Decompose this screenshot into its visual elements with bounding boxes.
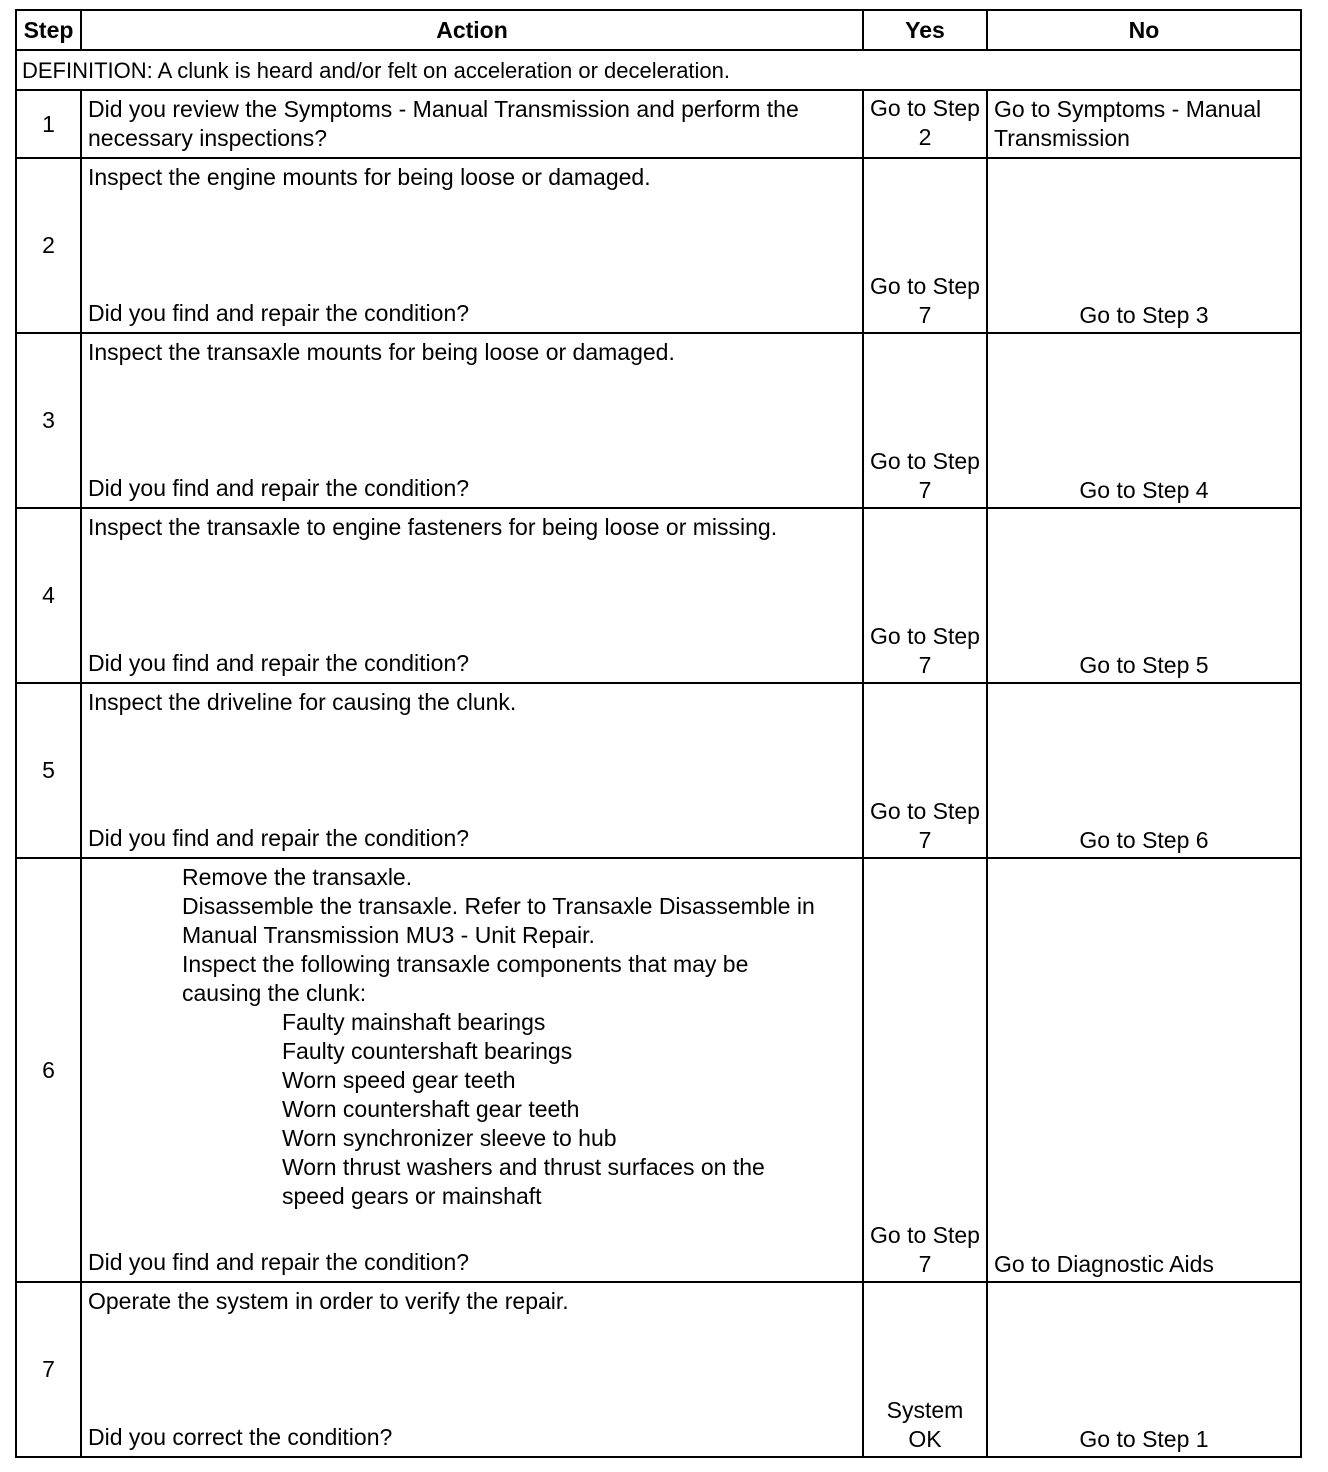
header-row bbox=[16, 10, 1301, 50]
table-row bbox=[16, 508, 1301, 683]
question-text: Did you find and repair the condition? bbox=[88, 825, 470, 851]
instruction-disassemble: Disassemble the transaxle. Refer to Transaxle Disassemble in Manual Transmission MU3 - Unit Repair. bbox=[182, 893, 815, 948]
step-number: 2 bbox=[16, 158, 81, 333]
yes-result: Go to Step 2 bbox=[863, 90, 987, 158]
table-row bbox=[16, 333, 1301, 508]
no-result: Go to Step 4 bbox=[987, 333, 1301, 508]
table-row bbox=[16, 158, 1301, 333]
no-result: Go to Step 1 bbox=[987, 1282, 1301, 1457]
action-text: Operate the system in order to verify the repair. bbox=[88, 1288, 569, 1314]
header-step: Step bbox=[16, 10, 81, 50]
action-cell bbox=[81, 1282, 863, 1457]
header-yes: Yes bbox=[863, 10, 987, 50]
component-item: Worn synchronizer sleeve to hub bbox=[282, 1125, 617, 1151]
step-number: 4 bbox=[16, 508, 81, 683]
no-result: Go to Step 5 bbox=[987, 508, 1301, 683]
action-text: Inspect the transaxle to engine fasteners for being loose or missing. bbox=[88, 514, 778, 540]
step-number: 6 bbox=[16, 858, 81, 1282]
header-no: No bbox=[987, 10, 1301, 50]
no-result: Go to Symptoms - Manual Transmission bbox=[987, 90, 1301, 158]
action-cell bbox=[81, 158, 863, 333]
yes-result: Go to Step 7 bbox=[863, 158, 987, 333]
step-number: 5 bbox=[16, 683, 81, 858]
table-row bbox=[16, 683, 1301, 858]
action-text: Inspect the transaxle mounts for being loose or damaged. bbox=[88, 339, 675, 365]
action-cell bbox=[81, 683, 863, 858]
action-cell bbox=[81, 508, 863, 683]
definition-text: DEFINITION: A clunk is heard and/or felt on acceleration or deceleration. bbox=[16, 50, 1301, 90]
step-number: 7 bbox=[16, 1282, 81, 1457]
table-row bbox=[16, 90, 1301, 158]
question-text: Did you correct the condition? bbox=[88, 1424, 393, 1450]
table-row bbox=[16, 1282, 1301, 1457]
component-item: Worn countershaft gear teeth bbox=[282, 1096, 580, 1122]
action-text: Inspect the engine mounts for being loose or damaged. bbox=[88, 164, 651, 190]
definition-row bbox=[16, 50, 1301, 90]
action-cell bbox=[81, 333, 863, 508]
question-text: Did you find and repair the condition? bbox=[88, 650, 470, 676]
table-row bbox=[16, 858, 1301, 1282]
action-text: Did you review the Symptoms - Manual Transmission and perform the necessary inspections? bbox=[81, 90, 863, 158]
yes-result: Go to Step 7 bbox=[863, 333, 987, 508]
component-item: Faulty countershaft bearings bbox=[282, 1038, 573, 1064]
component-item: Worn thrust washers and thrust surfaces on the speed gears or mainshaft bbox=[282, 1154, 765, 1209]
header-action: Action bbox=[81, 10, 863, 50]
step-number: 1 bbox=[16, 90, 81, 158]
question-text: Did you find and repair the condition? bbox=[88, 300, 470, 326]
component-item: Faulty mainshaft bearings bbox=[282, 1009, 546, 1035]
no-result: Go to Step 3 bbox=[987, 158, 1301, 333]
diagnostic-table bbox=[15, 9, 1302, 1458]
yes-result: System OK bbox=[863, 1282, 987, 1457]
yes-result: Go to Step 7 bbox=[863, 858, 987, 1282]
instruction-inspect: Inspect the following transaxle components that may be causing the clunk: bbox=[182, 951, 749, 1006]
no-result: Go to Step 6 bbox=[987, 683, 1301, 858]
yes-result: Go to Step 7 bbox=[863, 508, 987, 683]
question-text: Did you find and repair the condition? bbox=[88, 1249, 470, 1275]
component-item: Worn speed gear teeth bbox=[282, 1067, 516, 1093]
action-cell bbox=[81, 858, 863, 1282]
action-text: Inspect the driveline for causing the clunk. bbox=[88, 689, 517, 715]
yes-result: Go to Step 7 bbox=[863, 683, 987, 858]
instruction-remove: Remove the transaxle. bbox=[182, 864, 413, 890]
no-result: Go to Diagnostic Aids bbox=[987, 858, 1301, 1282]
question-text: Did you find and repair the condition? bbox=[88, 475, 470, 501]
step-number: 3 bbox=[16, 333, 81, 508]
